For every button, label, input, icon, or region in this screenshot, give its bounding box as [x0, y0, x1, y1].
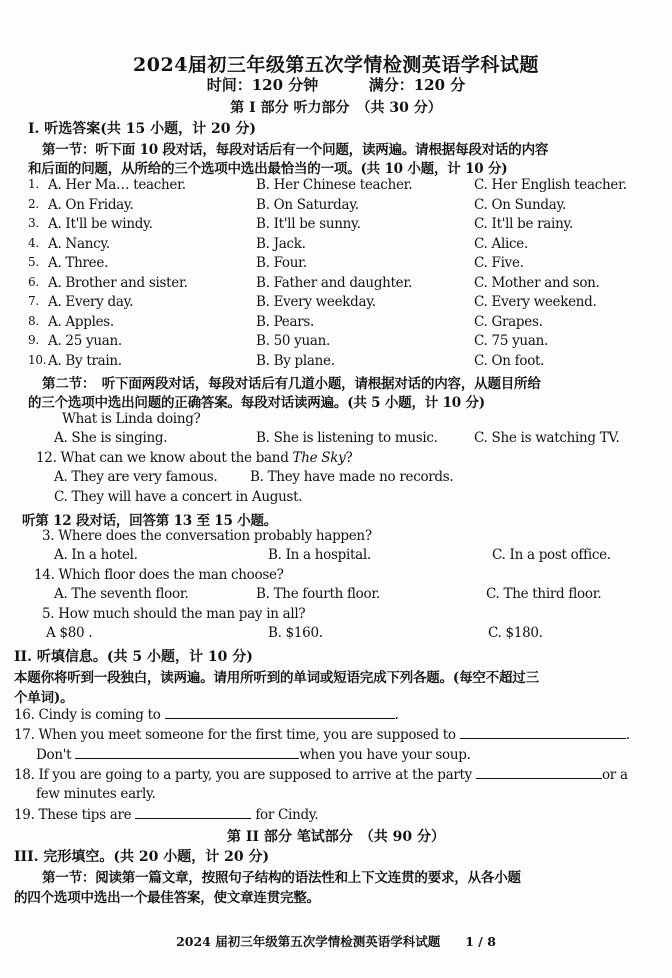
question-2-option-a: A. On Friday. [48, 196, 134, 213]
q11-option-b: B. She is listening to music. [256, 430, 438, 446]
question-13: 3. Where does the conversation probably happen? [42, 528, 372, 544]
q12-option-a: A. They are very famous. [54, 469, 218, 485]
question-1-option-c: C. Her English teacher. [474, 177, 627, 193]
section3-heading: III. 完形填空。(共 20 小题，计 20 分) [14, 849, 270, 865]
section1-sub1-instruction-2: 和后面的问题，从所给的三个选项中选出最恰当的一项。(共 10 小题，计 10 分) [28, 161, 508, 177]
question-3-option-a: A. It'll be windy. [48, 216, 153, 232]
question-number: 8. [28, 313, 39, 328]
question-9-option-c: C. 75 yuan. [474, 333, 548, 349]
section3-instruction-1: 第一节：阅读第一篇文章，按照句子结构的语法性和上下文连贯的要求，从各小题 [42, 870, 521, 886]
part1-heading: 第 I 部分 听力部分 （共 30 分） [230, 100, 442, 116]
q11-option-a: A. She is singing. [54, 430, 168, 446]
question-18-line2: few minutes early. [36, 786, 156, 802]
question-17-line2: Don't when you have your soup. [36, 747, 471, 763]
question-14: 14. Which floor does the man choose? [34, 567, 284, 583]
question-number: 3. [28, 216, 39, 230]
question-8-option-c: C. Grapes. [474, 313, 543, 330]
question-5-option-a: A. Three. [48, 255, 109, 271]
question-6-option-a: A. Brother and sister. [48, 274, 188, 291]
question-2-option-c: C. On Sunday. [474, 196, 567, 213]
section1-sub2-instruction-1: 第二节： 听下面两段对话，每段对话后有几道小题，请根据对话的内容，从题目所给 [42, 376, 541, 392]
q15-option-c: C. $180. [488, 625, 543, 641]
q14-option-c: C. The third floor. [486, 586, 602, 602]
question-6-option-c: C. Mother and son. [474, 274, 600, 291]
question-2-option-b: B. On Saturday. [256, 196, 359, 213]
question-1-option-a: A. Her Ma… teacher. [48, 177, 186, 193]
question-9-option-a: A. 25 yuan. [48, 333, 122, 349]
listen-12-instruction: 听第 12 段对话，回答第 13 至 15 小题。 [22, 513, 278, 529]
question-15: 5. How much should the man pay in all? [42, 606, 306, 622]
q12-option-b: B. They have made no records. [250, 469, 454, 485]
question-6-option-b: B. Father and daughter. [256, 274, 413, 291]
answer-blank-17a[interactable] [460, 726, 626, 739]
answer-blank-17b[interactable] [75, 746, 299, 759]
question-7-option-c: C. Every weekend. [474, 294, 597, 310]
question-7-option-a: A. Every day. [48, 294, 134, 310]
section3-instruction-2: 的四个选项中选出一个最佳答案，使文章连贯完整。 [14, 890, 320, 906]
question-5-option-b: B. Four. [256, 255, 307, 271]
question-11: What is Linda doing? [62, 411, 201, 427]
exam-score: 满分：120 分 [368, 76, 466, 94]
section1-sub2-instruction-2: 的三个选项中选出问题的正确答案。每段对话读两遍。(共 5 小题，计 10 分) [28, 395, 485, 411]
section2-instruction-1: 本题你将听到一段独白，读两遍。请用所听到的单词或短语完成下列各题。(每空不超过三 [14, 670, 539, 686]
q11-option-c: C. She is watching TV. [474, 430, 620, 446]
q13-option-b: B. In a hospital. [268, 547, 371, 563]
question-1-option-b: B. Her Chinese teacher. [256, 177, 413, 193]
section1-sub1-instruction-1: 第一节：听下面 10 段对话，每段对话后有一个问题，读两遍。请根据每段对话的内容 [42, 142, 549, 158]
band-name: The Sky [292, 450, 346, 466]
question-3-option-c: C. It'll be rainy. [474, 216, 573, 232]
question-10-option-a: A. By train. [48, 352, 122, 369]
question-number: 5. [28, 255, 39, 269]
question-10-option-c: C. On foot. [474, 352, 545, 369]
question-17: 17. When you meet someone for the first time, you are supposed to . [14, 727, 630, 743]
question-number: 6. [28, 274, 39, 289]
answer-blank-19[interactable] [135, 806, 251, 819]
question-number: 4. [28, 235, 39, 250]
answer-blank-18[interactable] [476, 766, 602, 779]
question-4-option-b: B. Jack. [256, 235, 306, 252]
page-footer: 2024 届初三年级第五次学情检测英语学科试题 1 / 8 [176, 934, 496, 949]
q15-option-b: B. $160. [268, 625, 323, 641]
question-number: 2. [28, 196, 39, 211]
question-16: 16. Cindy is coming to . [14, 707, 399, 723]
q14-option-b: B. The fourth floor. [256, 586, 380, 602]
question-8-option-b: B. Pears. [256, 313, 314, 330]
section2-instruction-2: 个单词)。 [14, 690, 74, 706]
exam-title: 2024届初三年级第五次学情检测英语学科试题 [133, 54, 539, 76]
question-number: 10. [28, 352, 47, 367]
question-7-option-b: B. Every weekday. [256, 294, 376, 310]
question-number: 9. [28, 333, 39, 347]
answer-blank-16[interactable] [165, 706, 395, 719]
question-4-option-a: A. Nancy. [48, 235, 110, 252]
question-10-option-b: B. By plane. [256, 352, 335, 369]
question-9-option-b: B. 50 yuan. [256, 333, 331, 349]
q15-option-a: A $80 . [46, 625, 93, 641]
question-5-option-c: C. Five. [474, 255, 524, 271]
exam-meta [0, 74, 672, 95]
question-number: 7. [28, 294, 39, 308]
question-12: 12. What can we know about the band The Sky? [36, 450, 353, 466]
question-19: 19. These tips are for Cindy. [14, 807, 319, 823]
q12-option-c: C. They will have a concert in August. [54, 489, 303, 505]
q14-option-a: A. The seventh floor. [54, 586, 189, 602]
part2-heading: 第 II 部分 笔试部分 （共 90 分） [227, 829, 445, 845]
q13-option-c: C. In a post office. [492, 547, 611, 563]
section2-heading: II. 听填信息。(共 5 小题，计 10 分) [14, 649, 253, 665]
section1-heading: I. 听选答案(共 15 小题，计 20 分) [28, 121, 257, 137]
question-number: 1. [28, 177, 39, 191]
question-8-option-a: A. Apples. [48, 313, 114, 330]
question-18: 18. If you are going to a party, you are supposed to arrive at the party or a [14, 767, 628, 783]
q13-option-a: A. In a hotel. [54, 547, 138, 563]
question-4-option-c: C. Alice. [474, 235, 528, 252]
question-3-option-b: B. It'll be sunny. [256, 216, 361, 232]
exam-time: 时间：120 分钟 [206, 76, 319, 94]
